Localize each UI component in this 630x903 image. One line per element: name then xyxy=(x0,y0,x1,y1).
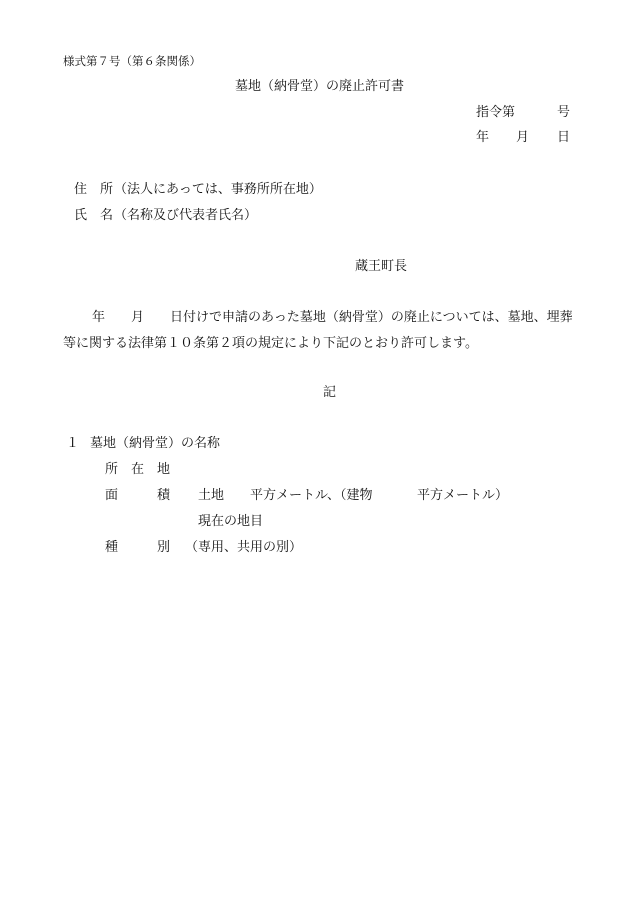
address-label: 住 所 xyxy=(74,182,114,197)
date-year: 年 xyxy=(476,130,490,145)
location-label: 所 在 地 xyxy=(105,462,171,477)
type-note: （専用、共用の別） xyxy=(185,540,303,555)
type-label-1: 種 xyxy=(105,540,119,555)
date-day: 日 xyxy=(557,130,571,145)
area-label-1: 面 xyxy=(105,488,119,503)
body-line-2: 等に関する法律第１０条第２項の規定により下記のとおり許可します。 xyxy=(63,336,478,351)
permit-number-suffix: 号 xyxy=(557,105,571,120)
body-year: 年 xyxy=(92,310,106,325)
current-land-category: 現在の地目 xyxy=(198,514,264,529)
land-label: 土地 xyxy=(198,488,225,503)
type-label-2: 別 xyxy=(157,540,171,555)
address-note: （法人にあっては、事務所所在地） xyxy=(114,182,322,197)
issuer-name: 蔵王町長 xyxy=(355,259,408,274)
name-note: （名称及び代表者氏名） xyxy=(114,208,258,223)
name-label: 氏 名 xyxy=(74,208,114,223)
body-month: 月 xyxy=(131,310,145,325)
item-1-title: 墓地（納骨堂）の名称 xyxy=(90,436,221,451)
form-label: 様式第７号（第６条関係） xyxy=(63,54,201,68)
document-title: 墓地（納骨堂）の廃止許可書 xyxy=(235,79,405,94)
area-label-2: 積 xyxy=(157,488,171,503)
land-unit: 平方メートル、（建物 xyxy=(250,488,373,503)
item-1-number: １ xyxy=(66,436,80,451)
record-heading: 記 xyxy=(323,385,337,400)
permit-number-prefix: 指令第 xyxy=(476,105,516,120)
body-line-1: 日付けで申請のあった墓地（納骨堂）の廃止については、墓地、埋葬 xyxy=(170,310,573,325)
building-unit: 平方メートル） xyxy=(417,488,509,503)
date-month: 月 xyxy=(516,130,530,145)
